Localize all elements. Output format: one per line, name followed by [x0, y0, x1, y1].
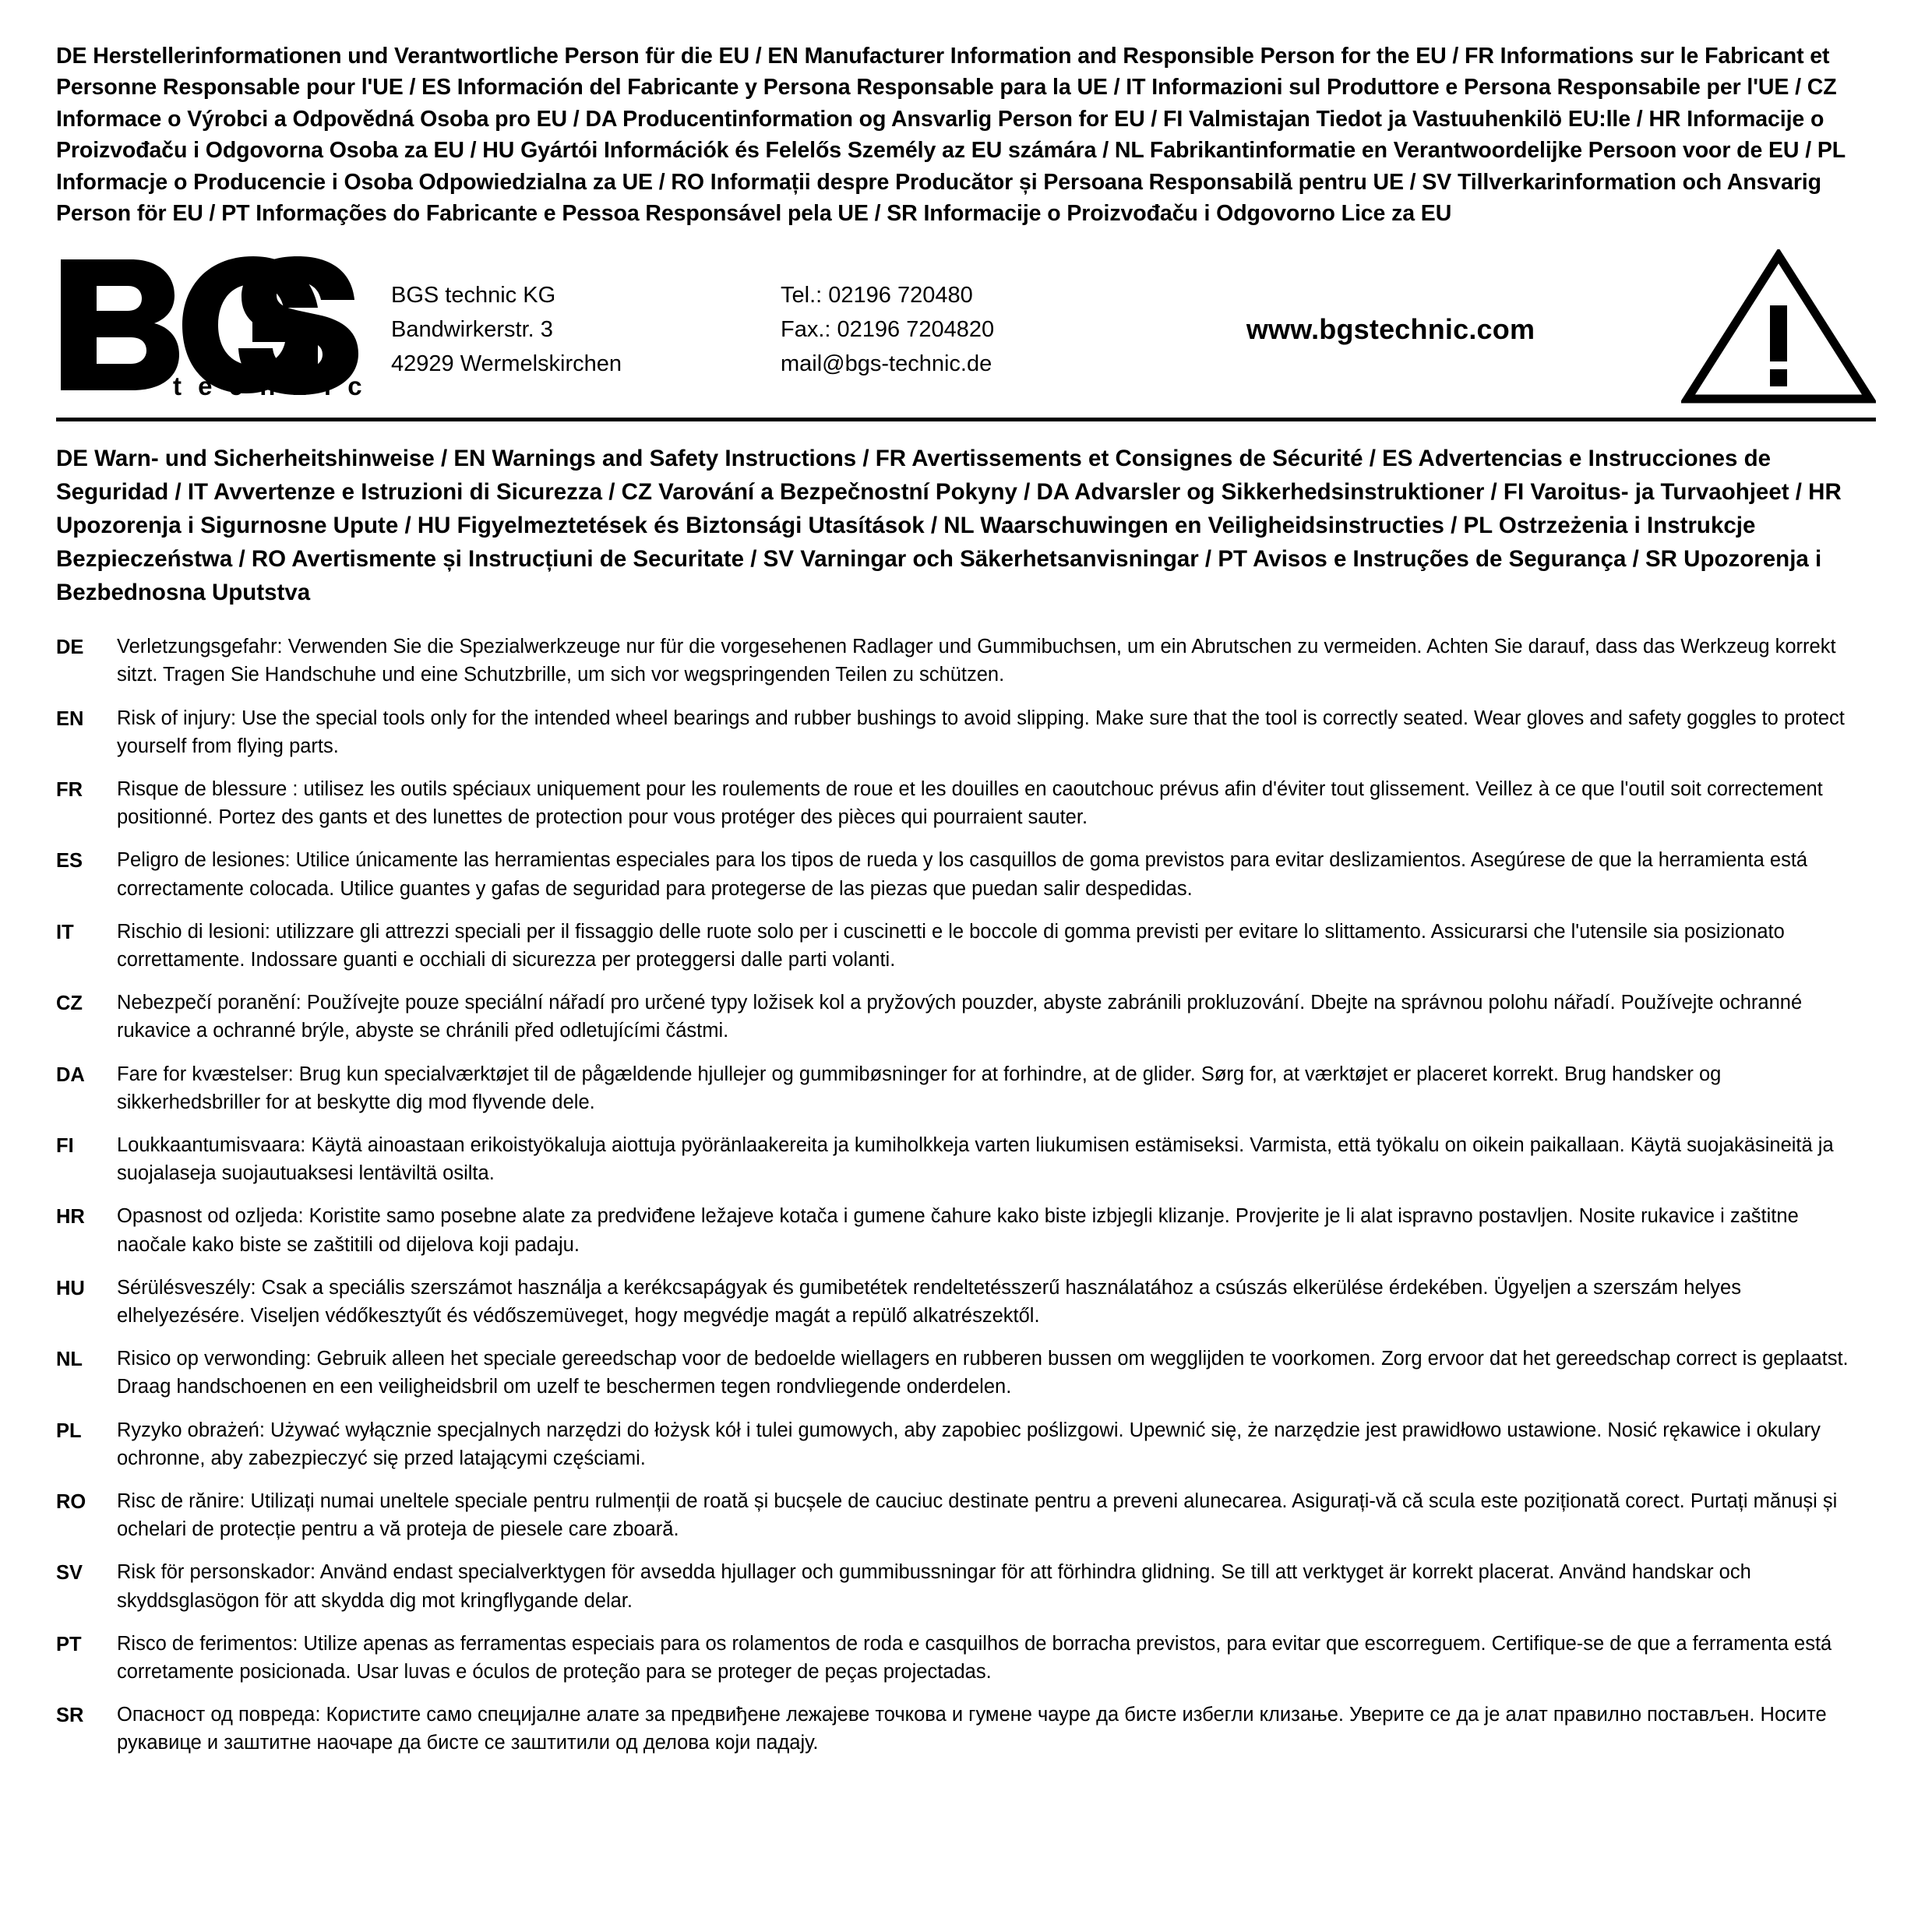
lang-code: FR	[56, 778, 83, 801]
warning-row-de	[56, 633, 1876, 689]
warning-row-cz	[56, 989, 1876, 1045]
warnings-list	[56, 633, 1876, 1757]
lang-code: EN	[56, 707, 84, 730]
company-address	[391, 273, 781, 381]
lang-code: RO	[56, 1491, 86, 1513]
lang-text: Risc de rănire: Utilizați numai uneltele speciale pentru rulmenții de roată și bucșele de cauciuc destinate pentru a preveni alunecarea. Asigurați-vă că scula este poziționată corect. Purtați mănuși și ochelari de protecție pentru a vă proteja de piesele care zboară.	[117, 1490, 1838, 1541]
warning-row-hr	[56, 1202, 1876, 1258]
lang-code: PL	[56, 1419, 82, 1442]
lang-text: Verletzungsgefahr: Verwenden Sie die Spezialwerkzeuge nur für die vorgesehenen Radlager und Gummibuchsen, um ein Abrutschen zu vermeiden. Achten Sie darauf, dass das Werkzeug korrekt sitzt. Tragen Sie Handschuhe und eine Schutzbrille, um sich vor wegspringenden Teilen zu schützen.	[117, 636, 1836, 686]
multilingual-title: DE Herstellerinformationen und Verantwortliche Person für die EU / EN Manufacturer Information and Responsible Person for the EU / FR Informations sur le Fabricant et Personne Responsable pour l'UE / ES Información del Fabricante y Persona Responsable para la UE / IT Informazioni sul Produttore e Persona Responsabile per l'UE / CZ Informace o Výrobci a Odpovědná Osoba pro EU / DA Producentinformation og Ansvarlig Person for EU / FI Valmistajan Tiedot ja Vastuuhenkilö EU:lle / HR Informacije o Proizvođaču i Odgovorna Osoba za EU / HU Gyártói Információk és Felelős Személy az EU számára / NL Fabrikantinformatie en Verantwoordelijke Persoon voor de EU / PL Informacje o Producencie i Osoba Odpowiedzialna za UE / RO Informații despre Producător și Persoana Responsabilă pentru UE / SV Tillverkarinformation och Ansvarig Person för EU / PT Informações do Fabricante e Pessoa Responsável pela UE / SR Informacije o Proizvođaču i Odgovorno Lice za EU	[56, 44, 1846, 227]
company-tel: Tel.: 02196 720480	[781, 283, 973, 308]
lang-text: Risk of injury: Use the special tools only for the intended wheel bearings and rubber bushings to avoid slipping. Make sure that the tool is correctly seated. Wear gloves and safety goggles to protect yourself from flying parts.	[117, 707, 1845, 757]
lang-code: IT	[56, 921, 74, 943]
bgs-logo	[56, 253, 391, 401]
lang-text: Risque de blessure : utilisez les outils spéciaux uniquement pour les roulements de roue et les douilles en caoutchouc prévus afin d'éviter tout glissement. Veillez à ce que l'outil soit correctement positionné. Portez des gants et des lunettes de protection pour vous protéger des pièces qui pourraient sauter.	[117, 777, 1823, 829]
warning-triangle	[1666, 249, 1876, 405]
company-contact	[781, 273, 1116, 381]
svg-text:®: ®	[280, 263, 301, 293]
warning-row-ro	[56, 1487, 1876, 1543]
lang-code: DA	[56, 1063, 85, 1086]
lang-code: PT	[56, 1633, 82, 1655]
lang-text: Risk för personskador: Använd endast specialverktygen för avsedda hjullager och gummibussningar för att förhindra glidning. Se till att verktyget är korrekt placerat. Använd handskar och skyddsglasögon för att skydda dig mot kringflygande delar.	[117, 1561, 1751, 1612]
lang-code: DE	[56, 636, 84, 659]
safety-section-heading: DE Warn- und Sicherheitshinweise / EN Warnings and Safety Instructions / FR Avertissements et Consignes de Sécurité / ES Advertencias e Instrucciones de Seguridad / IT Avvertenze e Istruzioni di Sicurezza / CZ Varování a Bezpečnostní Pokyny / DA Advarsler og Sikkerhedsinstruktioner / FI Varoitus- ja Turvaohjeet / HR Upozorenja i Sigurnosne Upute / HU Figyelmeztetések és Biztonsági Utasítások / NL Waarschuwingen en Veiligheidsinstructies / PL Ostrzeżenia i Instrukcje Bezpieczeństwa / RO Avertismente și Instrucțiuni de Securitate / SV Varningar och Säkerhetsanvisningar / PT Avisos e Instruções de Segurança / SR Upozorenja i Bezbednosna Uputstva	[56, 445, 1842, 606]
lang-text: Fare for kvæstelser: Brug kun specialværktøjet til de pågældende hjullejer og gummibøsninger for at forhindre, at de glider. Sørg for, at værktøjet er placeret korrekt. Brug handsker og sikkerhedsbriller for at beskytte dig mod flyvende dele.	[117, 1063, 1722, 1113]
warning-row-sv	[56, 1558, 1876, 1614]
warning-row-en	[56, 704, 1876, 760]
warning-row-es	[56, 846, 1876, 902]
lang-text: Nebezpečí poranění: Používejte pouze speciální nářadí pro určené typy ložisek kol a pryžových pouzder, abyste zabránili prokluzování. Dbejte na správnou polohu nářadí. Používejte ochranné rukavice a ochranné brýle, abyste se chránili před odletujícími částmi.	[117, 992, 1803, 1042]
company-website[interactable]: www.bgstechnic.com	[1246, 313, 1535, 346]
header-divider	[56, 418, 1876, 421]
company-name: BGS technic KG	[391, 283, 556, 308]
lang-text: Ryzyko obrażeń: Używać wyłącznie specjalnych narzędzi do łożysk kół i tulei gumowych, aby zapobiec poślizgowi. Upewnić się, że narzędzie jest prawidłowo ustawione. Nosić rękawice i okulary ochronne, aby zabezpieczyć się przed latającymi częściami.	[117, 1419, 1821, 1469]
lang-code: CZ	[56, 992, 83, 1015]
bgs-logo-icon	[56, 253, 368, 401]
lang-code: ES	[56, 850, 83, 873]
lang-text: Opasnost od ozljeda: Koristite samo posebne alate za predviđene ležajeve kotača i gumene čahure kako biste izbjegli klizanje. Provjerite je li alat ispravno postavljen. Nosite rukavice i zaštitne naočale kako biste se zaštitili od dijelova koji padaju.	[117, 1205, 1799, 1256]
warning-row-nl	[56, 1345, 1876, 1401]
company-email[interactable]: mail@bgs-technic.de	[781, 351, 992, 377]
lang-text: Risico op verwonding: Gebruik alleen het speciale gereedschap voor de bedoelde wiellagers en rubberen bussen om wegglijden te voorkomen. Zorg ervoor dat het gereedschap correct is geplaatst. Draag handschoenen en een veiligheidsbril om uzelf te beschermen tegen rondvliegende onderdelen.	[117, 1348, 1849, 1398]
lang-code: FI	[56, 1134, 74, 1157]
warning-row-pl	[56, 1416, 1876, 1472]
lang-text: Peligro de lesiones: Utilice únicamente las herramientas especiales para los tipos de rueda y los casquillos de goma previstos para evitar deslizamientos. Asegúrese de que la herramienta está correctamente colocada. Utilice guantes y gafas de seguridad para protegerse de las piezas que puedan salir despedidas.	[117, 849, 1808, 900]
warning-row-it	[56, 918, 1876, 974]
lang-text: Loukkaantumisvaara: Käytä ainoastaan erikoistyökaluja aiottuja pyöränlaakereita ja kumiholkkeja varten liukumisen estämiseksi. Varmista, että työkalu on oikein paikallaan. Käytä suojakäsineitä ja suojalaseja suojautuaksesi lentäviltä osilta.	[117, 1133, 1834, 1185]
company-street: Bandwirkerstr. 3	[391, 317, 553, 343]
lang-code: HR	[56, 1206, 85, 1229]
lang-code: SV	[56, 1562, 83, 1585]
warning-row-fr	[56, 775, 1876, 831]
lang-code: NL	[56, 1349, 83, 1371]
lang-code: SR	[56, 1705, 84, 1727]
svg-text:t e c h n i c: t e c h n i c	[173, 372, 367, 401]
warning-row-hu	[56, 1274, 1876, 1330]
warning-triangle-icon	[1681, 249, 1876, 405]
lang-text: Rischio di lesioni: utilizzare gli attrezzi speciali per il fissaggio delle ruote solo per i cuscinetti e le boccole di gomma previsti per evitare lo slittamento. Assicurarsi che l'utensile sia posizionato correttamente. Indossare guanti e occhiali di sicurezza per proteggersi dalle parti volanti.	[117, 920, 1785, 971]
warning-row-fi	[56, 1131, 1876, 1187]
lang-code: HU	[56, 1277, 85, 1299]
lang-text: Опасност од повреда: Користите само специјалне алате за предвиђене лежајеве точкова и гумене чауре да бисте избегли клизање. Уверите се да је алат правилно постављен. Носите рукавице и заштитне наочаре да бисте се заштитили од делова који падају.	[117, 1704, 1827, 1754]
company-header	[56, 244, 1876, 411]
lang-text: Sérülésveszély: Csak a speciális szerszámot használja a kerékcsapágyak és gumibetétek rendeltetésszerű használatához a csúszás elkerülése érdekében. Ügyeljen a szerszám helyes elhelyezésére. Viseljen védőkesztyűt és védőszemüveget, hogy megvédje magát a repülő alkatrészektől.	[117, 1276, 1741, 1327]
lang-text: Risco de ferimentos: Utilize apenas as ferramentas especiais para os rolamentos de roda e casquilhos de borracha previstos, para evitar que escorreguem. Certifique-se de que a ferramenta está corretamente posicionada. Usar luvas e óculos de proteção para se proteger de peças projectadas.	[117, 1632, 1832, 1683]
company-fax: Fax.: 02196 7204820	[781, 317, 995, 343]
warning-row-pt	[56, 1630, 1876, 1686]
warning-row-da	[56, 1060, 1876, 1116]
company-city: 42929 Wermelskirchen	[391, 351, 622, 377]
warning-row-sr	[56, 1701, 1876, 1757]
